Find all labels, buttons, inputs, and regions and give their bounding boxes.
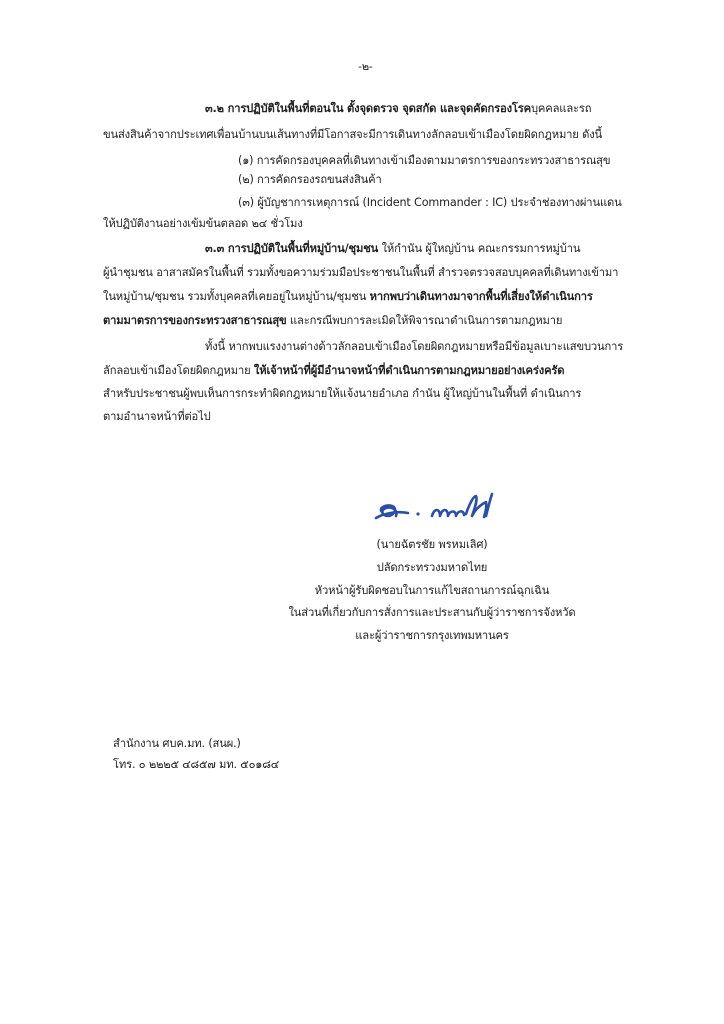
section-3-2-closing: ให้ปฏิบัติงานอย่างเข้มข้นตลอด ๒๔ ชั่วโมง <box>103 217 303 230</box>
paragraph-line-4: ตามอำนาจหน้าที่ต่อไป <box>103 410 211 423</box>
signatory-role-detail: ในส่วนที่เกี่ยวกับการสั่งการและประสานกับผู้ว่าราชการจังหวัด <box>288 606 576 619</box>
section-3-3-line-3-emphasis: หากพบว่าเดินทางมาจากพื้นที่เสี่ยงให้ดำเนินการ <box>369 290 593 303</box>
signatory-role-detail-2: และผู้ว่าราชการกรุงเทพมหานคร <box>355 629 509 642</box>
section-3-3-line-3-text: ในหมู่บ้าน/ชุมชน รวมทั้งบุคคลที่เคยอยู่ในหมู่บ้าน/ชุมชน <box>103 290 370 303</box>
section-3-2-line-1 <box>205 102 591 116</box>
section-3-2-heading-tail: บุคคลและรถ <box>530 102 592 115</box>
section-3-3-heading: ๓.๓ การปฏิบัติในพื้นที่หมู่บ้าน/ชุมชน <box>205 242 379 255</box>
signatory-role: หัวหน้าผู้รับผิดชอบในการแก้ไขสถานการณ์ฉุกเฉิน <box>314 584 550 597</box>
handwritten-signature <box>368 486 518 536</box>
section-3-3-line-4-emphasis: ตามมาตรการของกระทรวงสาธารณสุข <box>103 314 287 327</box>
section-3-3-line-4 <box>103 314 562 328</box>
section-3-3-line-2: ผู้นำชุมชน อาสาสมัครในพื้นที่ รวมทั้งขอความร่วมมือประชาชนในพื้นที่ สำรวจตรวจสอบบุคคลที่เดินทางเข้ามา <box>103 266 619 279</box>
page-number: -๒- <box>358 60 373 73</box>
section-3-3-line-3 <box>103 290 593 304</box>
paragraph-line-1: ทั้งนี้ หากพบแรงงานต่างด้าวลักลอบเข้าเมืองโดยผิดกฎหมายหรือมีข้อมูลเบาะแสขบวนการ <box>205 340 624 353</box>
section-3-3-line-1 <box>205 242 580 256</box>
paragraph-line-2 <box>103 364 564 378</box>
section-3-2-heading: ๓.๒ การปฏิบัติในพื้นที่ตอนใน ตั้งจุดตรวจ จุดสกัด และจุดคัดกรองโรค <box>205 102 531 115</box>
paragraph-line-2-text: ลักลอบเข้าเมืองโดยผิดกฎหมาย <box>103 364 254 377</box>
section-3-2-line-2: ขนส่งสินค้าจากประเทศเพื่อนบ้านบนเส้นทางที่มีโอกาสจะมีการเดินทางลักลอบเข้าเมืองโดยผิดกฎหมาย ดังนี้ <box>103 128 603 141</box>
section-3-2-item-3: (๓) ผู้บัญชาการเหตุการณ์ (Incident Commander : IC) ประจำช่องทางผ่านแดน <box>238 196 622 209</box>
footer-office: สำนักงาน ศบค.มท. (สนผ.) <box>113 737 241 750</box>
footer-phone: โทร. ๐ ๒๒๒๕ ๔๘๕๗ มท. ๕๐๑๘๔ <box>113 758 280 771</box>
section-3-3-heading-tail: ให้กำนัน ผู้ใหญ่บ้าน คณะกรรมการหมู่บ้าน <box>378 242 581 255</box>
paragraph-line-3: สำหรับประชาชนผู้พบเห็นการกระทำผิดกฎหมายให้แจ้งนายอำเภอ กำนัน ผู้ใหญ่บ้านในพื้นที่ ดำเนินการ <box>103 387 582 400</box>
section-3-2-item-2: (๒) การคัดกรองรถขนส่งสินค้า <box>238 173 382 186</box>
section-3-3-line-4-text: และกรณีพบการละเมิดให้พิจารณาดำเนินการตามกฎหมาย <box>286 314 563 327</box>
section-3-2-item-1: (๑) การคัดกรองบุคคลที่เดินทางเข้าเมืองตามมาตรการของกระทรวงสาธารณสุข <box>238 154 611 167</box>
signatory-name: (นายฉัตรชัย พรหมเลิศ) <box>376 538 488 551</box>
paragraph-line-2-emphasis: ให้เจ้าหน้าที่ผู้มีอำนาจหน้าที่ดำเนินการตามกฎหมายอย่างเคร่งครัด <box>253 364 565 377</box>
signatory-title: ปลัดกระทรวงมหาดไทย <box>376 561 488 574</box>
